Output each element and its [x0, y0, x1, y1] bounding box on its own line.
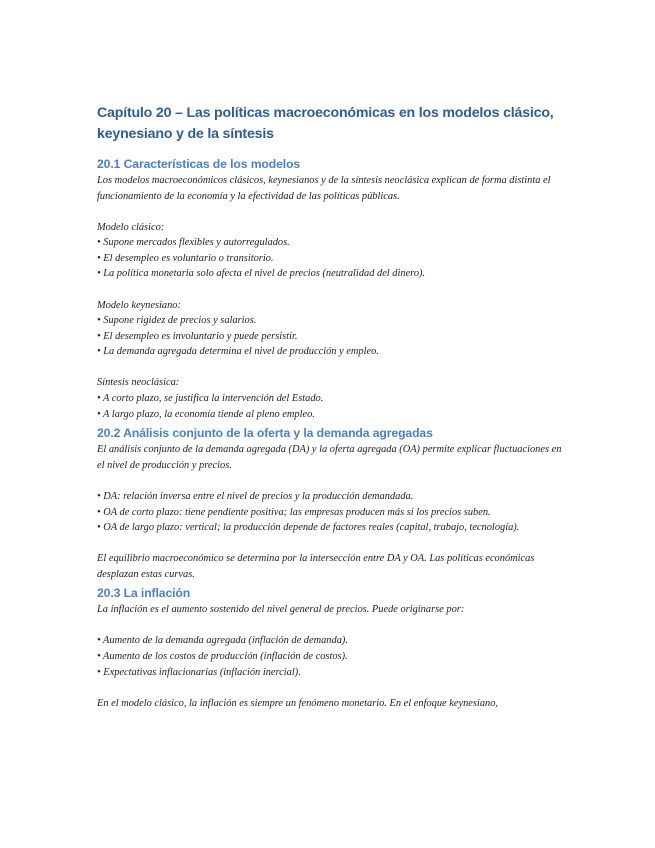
- section-closing: En el modelo clásico, la inflación es siempre un fenómeno monetario. En el enfoque keynesiano,: [97, 697, 499, 709]
- bullet-item: • A largo plazo, la economía tiende al pleno empleo.: [97, 408, 315, 420]
- bullet-item: • El desempleo es voluntario o transitorio.: [97, 252, 274, 264]
- chapter-title: Capítulo 20 – Las políticas macroeconómicas en los modelos clásico, keynesiano y de la síntesis: [97, 105, 554, 142]
- bullet-item: • La política monetaria solo afecta el nivel de precios (neutralidad del dinero).: [97, 268, 426, 280]
- bullet-item: • Aumento de la demanda agregada (inflación de demanda).: [97, 635, 348, 647]
- bullet-item: • Supone mercados flexibles y autorregulados.: [97, 237, 290, 249]
- bullet-item: • Aumento de los costos de producción (inflación de costos).: [97, 651, 348, 663]
- section-heading: 20.3 La inflación: [97, 586, 191, 601]
- bullet-item: • A corto plazo, se justifica la intervención del Estado.: [97, 393, 324, 405]
- section-heading: 20.2 Análisis conjunto de la oferta y la demanda agregadas: [97, 426, 433, 441]
- bullet-item: • OA de corto plazo: tiene pendiente positiva; las empresas producen más si los precios suben.: [97, 506, 491, 518]
- bullet-item: • DA: relación inversa entre el nivel de precios y la producción demandada.: [97, 490, 414, 502]
- bullet-item: • El desempleo es involuntario y puede persistir.: [97, 330, 298, 342]
- section-20-3: [97, 585, 567, 711]
- section-20-1: [97, 156, 567, 425]
- bullet-item: • La demanda agregada determina el nivel de producción y empleo.: [97, 346, 379, 358]
- bullet-item: • Expectativas inflacionarias (inflación inercial).: [97, 666, 301, 678]
- section-intro: Los modelos macroeconómicos clásicos, keynesianos y de la síntesis neoclásica explican de forma distinta el funcionamiento de la economía y la efectividad de las políticas públicas.: [97, 175, 551, 202]
- section-intro: La inflación es el aumento sostenido del nivel general de precios. Puede originarse por:: [97, 604, 465, 616]
- section-20-2: [97, 425, 567, 585]
- section-heading: 20.1 Características de los modelos: [97, 157, 301, 171]
- section-closing: El equilibrio macroeconómico se determina por la intersección entre DA y OA. Las políticas económicas desplazan estas curvas.: [97, 553, 535, 580]
- bullet-item: • OA de largo plazo: vertical; la producción depende de factores reales (capital, trabajo, tecnología).: [97, 522, 520, 534]
- section-intro: El análisis conjunto de la demanda agregada (DA) y la oferta agregada (OA) permite explicar fluctuaciones en el nivel de producción y precios.: [97, 444, 562, 471]
- bullet-item: • Supone rigidez de precios y salarios.: [97, 315, 257, 327]
- page-content: [97, 103, 567, 711]
- model-label: Modelo clásico:: [97, 221, 165, 233]
- model-label: Modelo keynesiano:: [97, 299, 181, 311]
- model-label: Síntesis neoclásica:: [97, 377, 180, 389]
